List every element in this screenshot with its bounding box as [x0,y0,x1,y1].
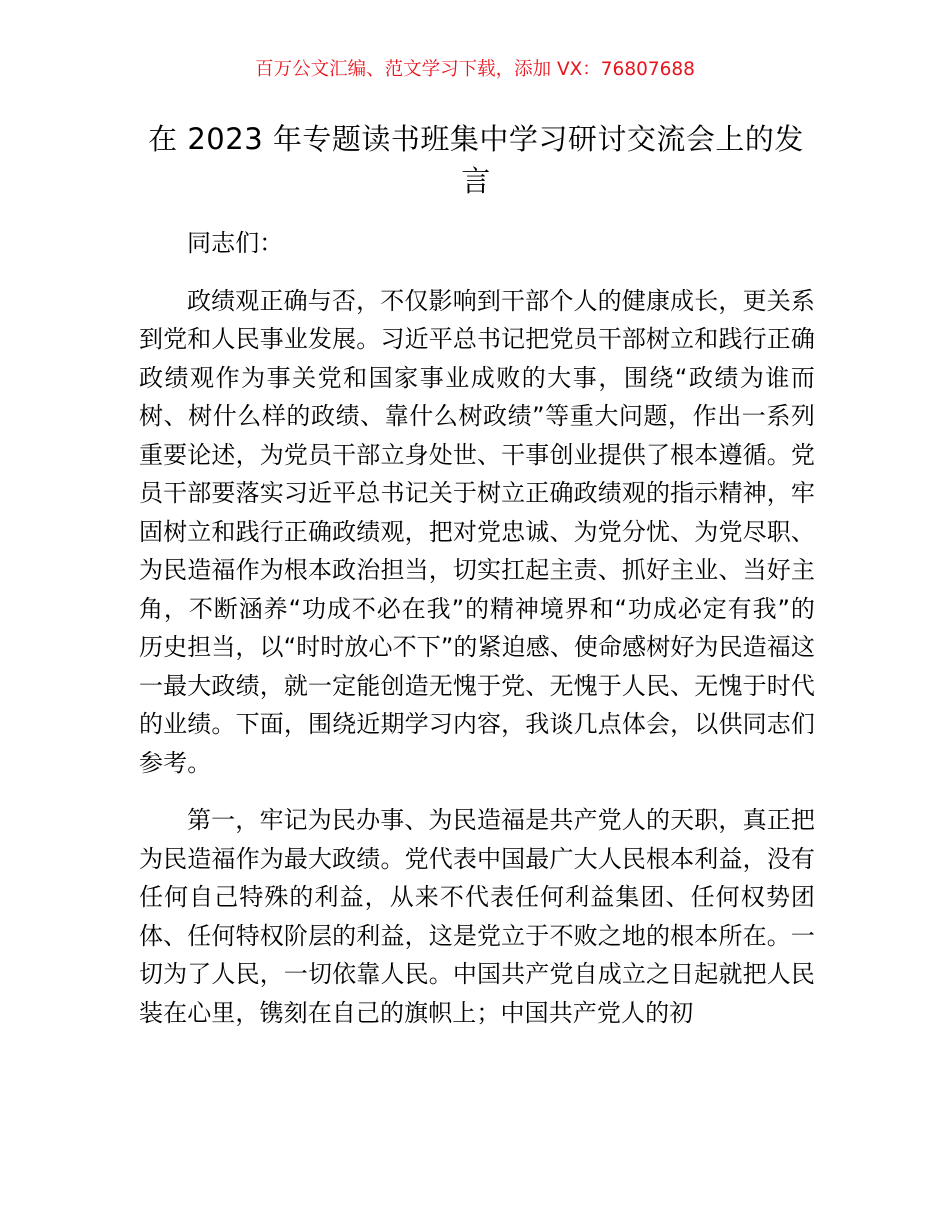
paragraph-intro: 政绩观正确与否，不仅影响到干部个人的健康成长，更关系到党和人民事业发展。习近平总书记把党员干部树立和践行正确政绩观作为事关党和国家事业成败的大事，围绕“政绩为谁而树、树什么样的政绩、靠什么树政绩”等重大问题，作出一系列重要论述，为党员干部立身处世、干事创业提供了根本遵循。党员干部要落实习近平总书记关于树立正确政绩观的指示精神，牢固树立和践行正确政绩观，把对党忠诚、为党分忧、为党尽职、为民造福作为根本政治担当，切实扛起主责、抓好主业、当好主角，不断涵养“功成不必在我”的精神境界和“功成必定有我”的历史担当，以“时时放心不下”的紧迫感、使命感树好为民造福这一最大政绩，就一定能创造无愧于党、无愧于人民、无愧于时代的业绩。下面，围绕近期学习内容，我谈几点体会，以供同志们参考。 [139,286,815,777]
document-title: 在 2023 年专题读书班集中学习研讨交流会上的发言 [148,122,804,198]
paragraph-first-point: 第一，牢记为民办事、为民造福是共产党人的天职，真正把为民造福作为最大政绩。党代表中国最广大人民根本利益，没有任何自己特殊的利益，从来不代表任何利益集团、任何权势团体、任何特权阶层的利益，这是党立于不败之地的根本所在。一切为了人民，一切依靠人民。中国共产党自成立之日起就把人民装在心里，镌刻在自己的旗帜上；中国共产党人的初 [139,806,815,1027]
watermark-banner: 百万公文汇编、范文学习下载，添加 VX：76807688 [255,59,695,80]
salutation: 同志们： [187,229,284,257]
document-body [139,224,815,1032]
